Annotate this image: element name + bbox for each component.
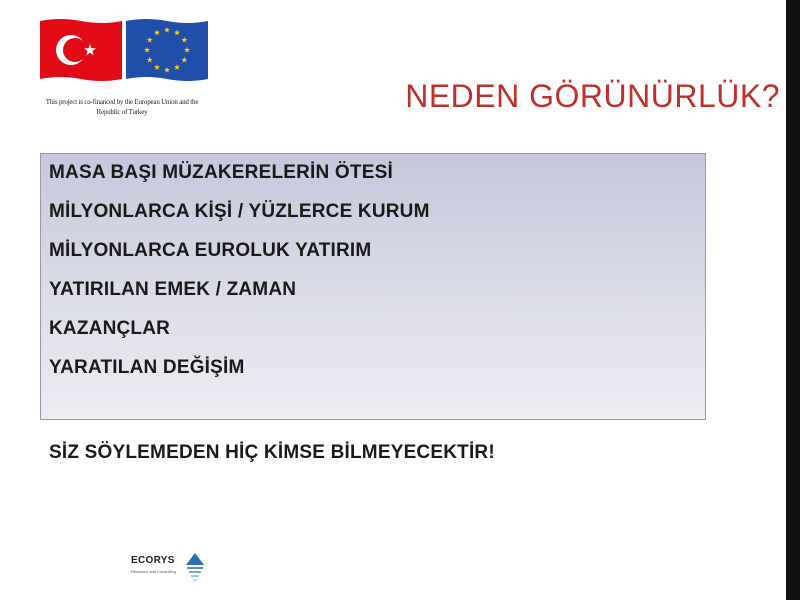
eu-flag-icon xyxy=(124,17,210,83)
list-item: KAZANÇLAR xyxy=(49,318,171,339)
list-item: MASA BAŞI MÜZAKERELERİN ÖTESİ xyxy=(49,162,393,183)
cofinance-line-2: Republic of Turkey xyxy=(96,108,148,116)
page-title: NEDEN GÖRÜNÜRLÜK? xyxy=(405,78,780,114)
turkey-flag-icon xyxy=(38,17,124,83)
list-item: MİLYONLARCA KİŞİ / YÜZLERCE KURUM xyxy=(49,201,430,222)
cofinance-line-1: This project is co-financed by the European Union and the xyxy=(45,98,199,106)
ecorys-logo xyxy=(131,552,211,582)
ecorys-logo-subtitle: Research and Consulting xyxy=(131,569,176,574)
ecorys-logo-icon xyxy=(185,552,205,582)
list-item: YATIRILAN EMEK / ZAMAN xyxy=(49,279,297,300)
list-item: MİLYONLARCA EUROLUK YATIRIM xyxy=(49,240,372,261)
cofinance-notice xyxy=(24,97,220,117)
right-edge-bar xyxy=(786,0,800,600)
tagline: SİZ SÖYLEMEDEN HİÇ KİMSE BİLMEYECEKTİR! xyxy=(49,442,495,463)
bullet-list-box xyxy=(40,153,706,420)
list-item: YARATILAN DEĞİŞİM xyxy=(49,357,245,378)
ecorys-logo-name: ECORYS xyxy=(131,555,175,566)
